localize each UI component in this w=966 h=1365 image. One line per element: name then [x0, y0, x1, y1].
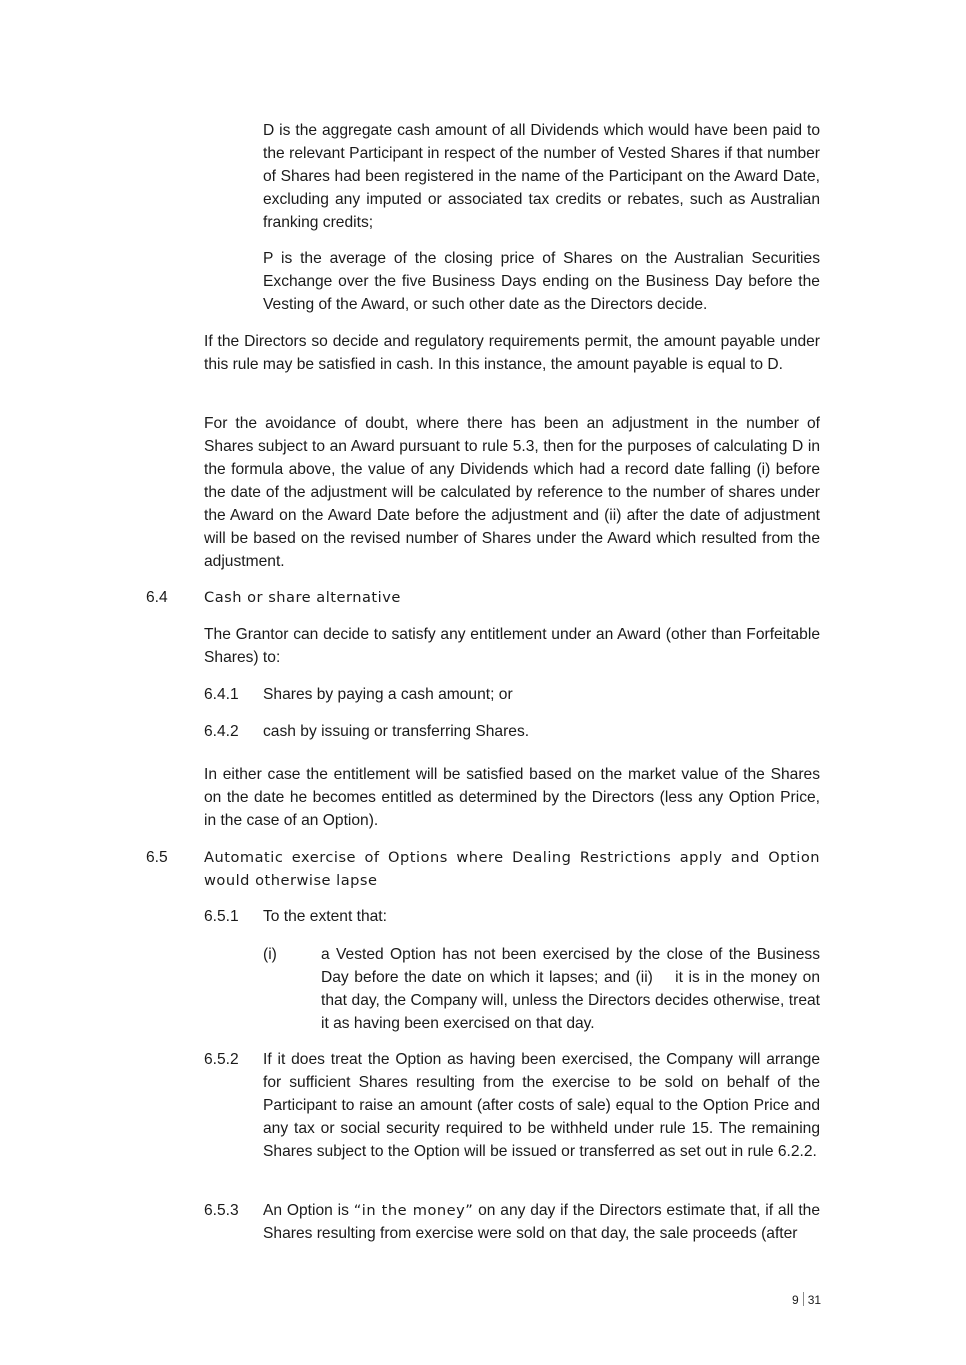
avoidance-of-doubt-paragraph: For the avoidance of doubt, where there has been an adjustment in the number of Shares subject to an Award pursuant to rule 5.3, then for the purposes of calculating D in the formula above, the value of any Dividends which had a record date falling (i) before the date of the adjustment will be calculated by reference to the number of shares under the Award on the Award Date before the adjustment and (ii) after the date of adjustment will be based on the revised number of Shares under the Award which resulted from the adjustment. [204, 415, 820, 570]
subitem-i-number: (i) [263, 946, 277, 963]
section-6-4-heading: Cash or share alternative [204, 589, 401, 606]
item-6-4-2-text: cash by issuing or transferring Shares. [263, 723, 530, 740]
d-definition: D is the aggregate cash amount of all Dividends which would have been paid to the relevant Participant in respect of the number of Vested Shares if that number of Shares had been registered in the name of the Participant on the Award Date, excluding any imputed or associated tax credits or rebates, such as Australian franking credits; [263, 122, 820, 231]
item-6-4-1-text: Shares by paying a cash amount; or [263, 686, 513, 703]
section-6-4-closing: In either case the entitlement will be satisfied based on the market value of the Shares on the date he becomes entitled as determined by the Directors (less any Option Price, in the case of an Option). [204, 766, 820, 829]
section-6-5-number: 6.5 [146, 849, 168, 866]
section-6-4-intro: The Grantor can decide to satisfy any entitlement under an Award (other than Forfeitable Shares) to: [204, 626, 820, 666]
item-6-4-2-number: 6.4.2 [204, 723, 239, 740]
in-the-money-term: “in the money” [353, 1202, 474, 1219]
total-pages: 31 [807, 1293, 822, 1307]
item-6-5-1-text: To the extent that: [263, 908, 387, 925]
page-number [792, 1292, 821, 1308]
section-6-4-number: 6.4 [146, 589, 168, 606]
section-6-5-heading: Automatic exercise of Options where Dealing Restrictions apply and Option would otherwise lapse [204, 849, 820, 889]
item-6-5-3-text [263, 1199, 820, 1245]
item-6-5-3-text-before: An Option is [263, 1202, 354, 1219]
page-separator [803, 1292, 804, 1306]
item-6-5-3-text-after: on any day if the Directors estimate that, if all the Shares resulting from exercise were sold on that day, the sale proceeds (after [263, 1202, 820, 1242]
item-6-5-2-number: 6.5.2 [204, 1051, 239, 1068]
p-definition: P is the average of the closing price of Shares on the Australian Securities Exchange over the five Business Days ending on the Business Day before the Vesting of the Award, or such other date as the Directors decide. [263, 250, 820, 313]
subitem-i-text: a Vested Option has not been exercised by the close of the Business Day before the date on which it lapses; and (ii) it is in the money on that day, the Company will, unless the Directors decides otherwise, treat it as having been exercised on that day. [321, 946, 825, 1032]
item-6-5-1-number: 6.5.1 [204, 908, 239, 925]
current-page: 9 [792, 1293, 799, 1307]
cash-satisfaction-paragraph: If the Directors so decide and regulatory requirements permit, the amount payable under this rule may be satisfied in cash. In this instance, the amount payable is equal to D. [204, 333, 820, 373]
item-6-4-1-number: 6.4.1 [204, 686, 239, 703]
item-6-5-2-text: If it does treat the Option as having been exercised, the Company will arrange for sufficient Shares resulting from the exercise to be sold on behalf of the Participant to raise an amount (after costs of sale) equal to the Option Price and any tax or social security required to be withheld under rule 15. The remaining Shares subject to the Option will be issued or transferred as set out in rule 6.2.2. [263, 1051, 820, 1160]
item-6-5-3-number: 6.5.3 [204, 1202, 239, 1219]
